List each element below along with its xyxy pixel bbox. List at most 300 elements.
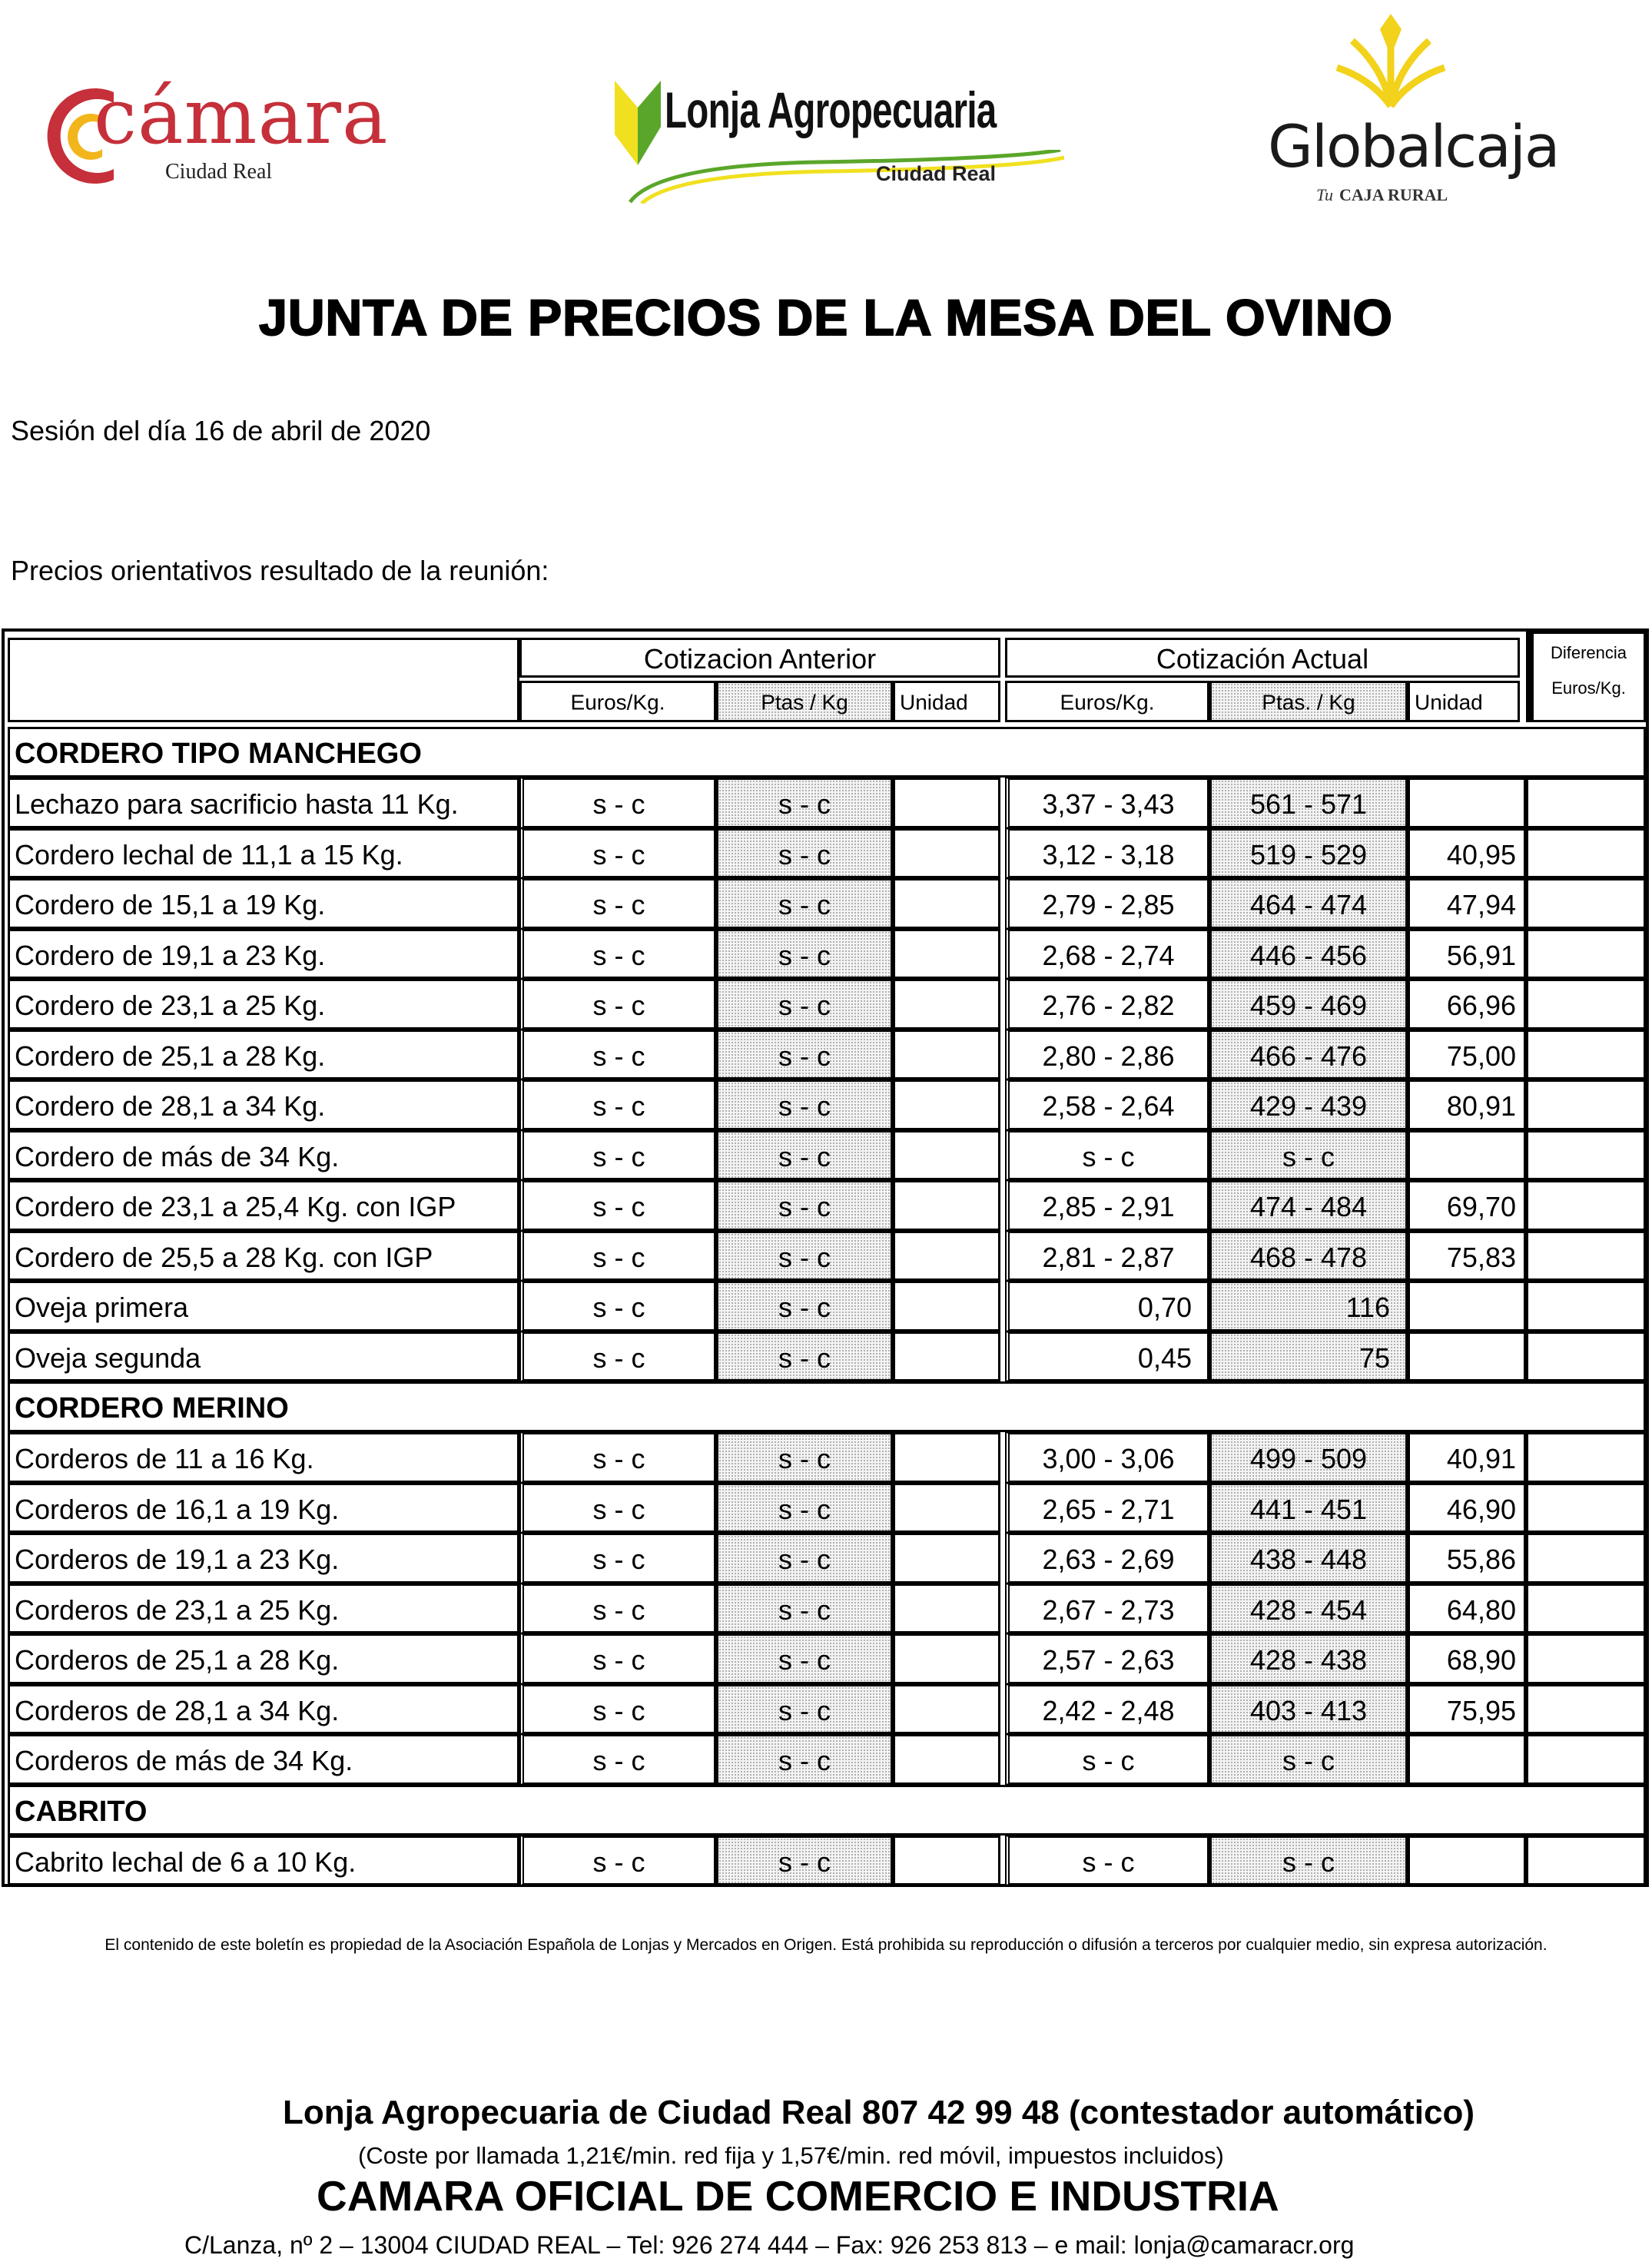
table-row-label-cell xyxy=(8,1079,519,1130)
cell-prev-unit xyxy=(893,1734,1000,1785)
value-prev-euros: s - c xyxy=(592,939,645,971)
cell-prev-unit xyxy=(893,1030,1000,1079)
cell-cur-euros xyxy=(1005,1483,1209,1533)
cell-prev-ptas xyxy=(716,1130,893,1180)
value-cur-euros: 2,81 - 2,87 xyxy=(1042,1241,1175,1273)
cell-prev-euros xyxy=(519,1231,716,1281)
header-blank-cell xyxy=(8,638,519,722)
value-cur-ptas: 438 - 448 xyxy=(1249,1543,1368,1575)
value-cur-unit: 40,95 xyxy=(1446,838,1516,871)
cell-cur-ptas xyxy=(1209,778,1408,828)
cell-prev-ptas xyxy=(716,1633,893,1684)
table-row-label-cell xyxy=(8,778,519,828)
cell-prev-ptas xyxy=(716,1180,893,1231)
value-cur-euros: 2,79 - 2,85 xyxy=(1042,888,1175,920)
value-prev-euros: s - c xyxy=(592,788,645,820)
cell-cur-euros xyxy=(1005,878,1209,929)
table-row-label-cell xyxy=(8,1281,519,1331)
call-cost-line: (Coste por llamada 1,21€/min. red fija y 1,57€/min. red móvil, impuestos incluidos) xyxy=(358,2142,1224,2169)
cell-prev-euros xyxy=(519,1483,716,1533)
table-row-label-cell xyxy=(8,1331,519,1381)
cell-prev-unit xyxy=(893,979,1000,1030)
value-prev-ptas: s - c xyxy=(778,838,831,871)
cell-cur-unit xyxy=(1408,1281,1526,1331)
value-prev-ptas: s - c xyxy=(778,989,831,1021)
table-row-label-cell xyxy=(8,828,519,878)
cell-prev-euros xyxy=(519,979,716,1030)
cell-prev-euros xyxy=(519,1281,716,1331)
cell-cur-euros xyxy=(1005,1533,1209,1584)
camara-logo-word: cámara xyxy=(94,71,389,161)
cell-prev-ptas xyxy=(716,878,893,929)
value-cur-ptas: 75 xyxy=(1358,1341,1390,1374)
camara-logo xyxy=(38,71,407,192)
cell-diff xyxy=(1526,878,1646,929)
cell-cur-euros xyxy=(1005,1030,1209,1079)
cell-cur-unit xyxy=(1408,878,1526,929)
cell-cur-unit xyxy=(1408,1130,1526,1180)
subheader-prev-euros-label: Euros/Kg. xyxy=(570,690,665,715)
value-cur-unit: 47,94 xyxy=(1446,888,1516,920)
cell-diff xyxy=(1526,778,1646,828)
table-row-label-cell xyxy=(8,1432,519,1483)
cell-cur-euros xyxy=(1005,1684,1209,1734)
table-row-label-cell xyxy=(8,1231,519,1281)
cell-prev-euros xyxy=(519,1331,716,1381)
value-cur-euros: 0,45 xyxy=(1137,1341,1192,1374)
table-row-label-cell xyxy=(8,979,519,1030)
cell-prev-euros xyxy=(519,1079,716,1130)
table-row-label-cell xyxy=(8,1483,519,1533)
subheader-cur-euros xyxy=(1005,681,1209,722)
cell-cur-ptas xyxy=(1209,1231,1408,1281)
value-prev-euros: s - c xyxy=(592,1593,645,1626)
value-cur-euros: s - c xyxy=(1082,1744,1135,1776)
value-cur-euros: 2,65 - 2,71 xyxy=(1042,1493,1175,1525)
cell-cur-euros xyxy=(1005,1130,1209,1180)
cell-cur-unit xyxy=(1408,1684,1526,1734)
value-cur-unit: 40,91 xyxy=(1446,1442,1516,1474)
cell-diff xyxy=(1526,1584,1646,1633)
value-cur-euros: 2,76 - 2,82 xyxy=(1042,989,1175,1021)
cell-cur-unit xyxy=(1408,1734,1526,1785)
table-row-label-cell xyxy=(8,878,519,929)
cell-prev-euros xyxy=(519,1684,716,1734)
subheader-cur-euros-label: Euros/Kg. xyxy=(1060,690,1155,715)
row-label: Corderos de 19,1 a 23 Kg. xyxy=(15,1543,340,1575)
cell-prev-ptas xyxy=(716,929,893,979)
row-label: Cabrito lechal de 6 a 10 Kg. xyxy=(15,1845,357,1878)
table-row-label-cell xyxy=(8,1030,519,1079)
value-cur-ptas: 464 - 474 xyxy=(1249,888,1368,920)
cell-diff xyxy=(1526,828,1646,878)
cell-prev-unit xyxy=(893,929,1000,979)
cell-prev-euros xyxy=(519,1633,716,1684)
section-header xyxy=(8,1785,1646,1836)
row-label: Lechazo para sacrificio hasta 11 Kg. xyxy=(15,788,459,820)
cell-prev-unit xyxy=(893,1633,1000,1684)
cell-prev-ptas xyxy=(716,1684,893,1734)
subheader-prev-ptas-label: Ptas / Kg xyxy=(761,690,848,715)
page-title: JUNTA DE PRECIOS DE LA MESA DEL OVINO xyxy=(259,289,1393,346)
header-diff-line2: Euros/Kg. xyxy=(1551,678,1626,698)
cell-diff xyxy=(1526,979,1646,1030)
cell-diff xyxy=(1526,1130,1646,1180)
cell-cur-unit xyxy=(1408,1533,1526,1584)
cell-cur-ptas xyxy=(1209,1180,1408,1231)
cell-diff xyxy=(1526,1331,1646,1381)
cell-prev-ptas xyxy=(716,1231,893,1281)
value-prev-ptas: s - c xyxy=(778,1694,831,1726)
value-cur-euros: 3,00 - 3,06 xyxy=(1042,1442,1175,1474)
value-cur-euros: 3,37 - 3,43 xyxy=(1042,788,1175,820)
cell-cur-unit xyxy=(1408,979,1526,1030)
cell-cur-unit xyxy=(1408,1483,1526,1533)
cell-prev-euros xyxy=(519,1533,716,1584)
value-prev-euros: s - c xyxy=(592,1140,645,1172)
value-cur-euros: 3,12 - 3,18 xyxy=(1042,838,1175,871)
value-prev-euros: s - c xyxy=(592,1341,645,1374)
value-cur-euros: 0,70 xyxy=(1137,1291,1192,1323)
cell-prev-euros xyxy=(519,1584,716,1633)
value-prev-euros: s - c xyxy=(592,838,645,871)
value-prev-ptas: s - c xyxy=(778,1241,831,1273)
value-cur-ptas: 429 - 439 xyxy=(1249,1089,1368,1122)
header-current-group xyxy=(1005,638,1520,678)
cell-prev-ptas xyxy=(716,778,893,828)
value-prev-euros: s - c xyxy=(592,1543,645,1575)
cell-prev-ptas xyxy=(716,828,893,878)
cell-diff xyxy=(1526,1533,1646,1584)
cell-prev-ptas xyxy=(716,1584,893,1633)
cell-cur-unit xyxy=(1408,1331,1526,1381)
value-prev-euros: s - c xyxy=(592,1442,645,1474)
value-cur-ptas: 474 - 484 xyxy=(1249,1190,1368,1222)
value-prev-ptas: s - c xyxy=(778,1190,831,1222)
cell-cur-euros xyxy=(1005,929,1209,979)
cell-cur-euros xyxy=(1005,1079,1209,1130)
cell-cur-unit xyxy=(1408,1836,1526,1885)
section-title: CORDERO MERINO xyxy=(15,1391,289,1424)
cell-cur-unit xyxy=(1408,1079,1526,1130)
subheader-prev-unit-label: Unidad xyxy=(900,690,968,715)
value-prev-ptas: s - c xyxy=(778,1140,831,1172)
value-cur-unit: 64,80 xyxy=(1446,1593,1516,1626)
cell-prev-unit xyxy=(893,1836,1000,1885)
cell-cur-euros xyxy=(1005,778,1209,828)
cell-diff xyxy=(1526,1079,1646,1130)
value-prev-ptas: s - c xyxy=(778,1291,831,1323)
value-cur-ptas: 561 - 571 xyxy=(1249,788,1368,820)
header-current: Cotización Actual xyxy=(1156,642,1369,675)
table-row-label-cell xyxy=(8,1130,519,1180)
cell-diff xyxy=(1526,1231,1646,1281)
header-previous: Cotizacion Anterior xyxy=(643,642,877,675)
cell-cur-unit xyxy=(1408,1432,1526,1483)
subheader-cur-unit xyxy=(1408,681,1520,722)
cell-cur-ptas xyxy=(1209,1483,1408,1533)
cell-prev-unit xyxy=(893,1079,1000,1130)
row-label: Cordero de 25,5 a 28 Kg. con IGP xyxy=(15,1241,433,1273)
row-label: Corderos de 25,1 a 28 Kg. xyxy=(15,1643,340,1676)
value-cur-unit: 75,95 xyxy=(1446,1694,1516,1726)
cell-cur-ptas xyxy=(1209,1684,1408,1734)
section-title: CORDERO TIPO MANCHEGO xyxy=(15,737,422,770)
cell-prev-euros xyxy=(519,1180,716,1231)
cell-diff xyxy=(1526,1030,1646,1079)
value-prev-ptas: s - c xyxy=(778,1442,831,1474)
value-cur-unit: 75,83 xyxy=(1446,1241,1516,1273)
cell-prev-euros xyxy=(519,1836,716,1885)
subheader-prev-unit xyxy=(893,681,1000,722)
subheader-prev-euros xyxy=(519,681,716,722)
value-prev-euros: s - c xyxy=(592,1845,645,1878)
value-cur-ptas: s - c xyxy=(1282,1744,1335,1776)
value-prev-ptas: s - c xyxy=(778,1593,831,1626)
value-prev-euros: s - c xyxy=(592,1744,645,1776)
value-prev-ptas: s - c xyxy=(778,1643,831,1676)
cell-diff xyxy=(1526,1734,1646,1785)
value-prev-ptas: s - c xyxy=(778,888,831,920)
session-date: Sesión del día 16 de abril de 2020 xyxy=(11,415,431,446)
cell-prev-euros xyxy=(519,828,716,878)
cell-diff xyxy=(1526,1684,1646,1734)
cell-prev-ptas xyxy=(716,1483,893,1533)
cell-prev-ptas xyxy=(716,1836,893,1885)
value-cur-ptas: s - c xyxy=(1282,1845,1335,1878)
cell-cur-euros xyxy=(1005,1633,1209,1684)
value-cur-unit: 69,70 xyxy=(1446,1190,1516,1222)
cell-cur-ptas xyxy=(1209,1836,1408,1885)
row-label: Oveja segunda xyxy=(15,1341,201,1374)
globalcaja-tagline-script: Tu xyxy=(1316,185,1334,204)
lonja-logo xyxy=(611,73,1064,204)
cell-prev-unit xyxy=(893,1281,1000,1331)
value-cur-euros: 2,58 - 2,64 xyxy=(1042,1089,1175,1122)
row-label: Cordero lechal de 11,1 a 15 Kg. xyxy=(15,838,403,871)
cell-prev-ptas xyxy=(716,1079,893,1130)
lonja-swoosh-icon xyxy=(626,150,1064,204)
disclaimer: El contenido de este boletín es propiedad de la Asociación Española de Lonjas y Mercados en Origen. Está prohibida su reproducción o difusión a terceros por cualquier medio, sin expresa autorización. xyxy=(104,1936,1548,1954)
cell-cur-euros xyxy=(1005,979,1209,1030)
table-row-label-cell xyxy=(8,1633,519,1684)
value-cur-euros: s - c xyxy=(1082,1140,1135,1172)
cell-cur-euros xyxy=(1005,1432,1209,1483)
subheader-cur-ptas xyxy=(1209,681,1408,722)
cell-prev-ptas xyxy=(716,1281,893,1331)
cell-prev-ptas xyxy=(716,1533,893,1584)
value-cur-ptas: 468 - 478 xyxy=(1249,1241,1368,1273)
cell-cur-unit xyxy=(1408,1030,1526,1079)
cell-cur-euros xyxy=(1005,1180,1209,1231)
value-cur-ptas: 428 - 454 xyxy=(1249,1593,1368,1626)
cell-cur-unit xyxy=(1408,778,1526,828)
table-row-label-cell xyxy=(8,1684,519,1734)
value-prev-euros: s - c xyxy=(592,888,645,920)
cell-prev-unit xyxy=(893,1684,1000,1734)
cell-cur-euros xyxy=(1005,1836,1209,1885)
cell-cur-ptas xyxy=(1209,878,1408,929)
cell-prev-euros xyxy=(519,878,716,929)
cell-cur-ptas xyxy=(1209,929,1408,979)
value-cur-ptas: 459 - 469 xyxy=(1249,989,1368,1021)
cell-diff xyxy=(1526,1483,1646,1533)
cell-cur-ptas xyxy=(1209,1331,1408,1381)
cell-prev-unit xyxy=(893,1584,1000,1633)
cell-diff xyxy=(1526,1180,1646,1231)
header-previous-group xyxy=(519,638,1000,678)
value-prev-euros: s - c xyxy=(592,1493,645,1525)
cell-diff xyxy=(1526,1633,1646,1684)
cell-prev-unit xyxy=(893,1533,1000,1584)
phone-line: Lonja Agropecuaria de Ciudad Real 807 42 99 48 (contestador automático) xyxy=(283,2094,1475,2131)
globalcaja-logo-word: Globalcaja xyxy=(1268,112,1559,181)
value-prev-euros: s - c xyxy=(592,989,645,1021)
section-header xyxy=(8,1381,1646,1432)
value-prev-euros: s - c xyxy=(592,1694,645,1726)
value-prev-ptas: s - c xyxy=(778,1744,831,1776)
value-cur-euros: 2,42 - 2,48 xyxy=(1042,1694,1175,1726)
section-title: CABRITO xyxy=(15,1795,148,1828)
row-label: Oveja primera xyxy=(15,1291,189,1323)
contact-address: C/Lanza, nº 2 – 13004 CIUDAD REAL – Tel: 926 274 444 – Fax: 926 253 813 – e mail: lonja@camaracr.org xyxy=(184,2231,1355,2259)
table-row-label-cell xyxy=(8,1836,519,1885)
cell-cur-euros xyxy=(1005,1734,1209,1785)
table-row-label-cell xyxy=(8,1180,519,1231)
section-header xyxy=(8,727,1646,778)
row-label: Cordero de 15,1 a 19 Kg. xyxy=(15,888,326,920)
cell-cur-unit xyxy=(1408,828,1526,878)
cell-cur-ptas xyxy=(1209,1734,1408,1785)
row-label: Cordero de 28,1 a 34 Kg. xyxy=(15,1089,326,1122)
value-cur-euros: 2,63 - 2,69 xyxy=(1042,1543,1175,1575)
table-row-label-cell xyxy=(8,929,519,979)
cell-diff xyxy=(1526,1432,1646,1483)
value-prev-euros: s - c xyxy=(592,1089,645,1122)
cell-cur-ptas xyxy=(1209,1079,1408,1130)
value-cur-ptas: 519 - 529 xyxy=(1249,838,1368,871)
cell-cur-ptas xyxy=(1209,979,1408,1030)
cell-prev-unit xyxy=(893,878,1000,929)
value-cur-unit: 55,86 xyxy=(1446,1543,1516,1575)
header-diff-line1: Diferencia xyxy=(1550,643,1627,663)
subheader-cur-unit-label: Unidad xyxy=(1415,690,1483,715)
cell-prev-unit xyxy=(893,828,1000,878)
value-prev-ptas: s - c xyxy=(778,1493,831,1525)
cell-prev-euros xyxy=(519,778,716,828)
value-prev-euros: s - c xyxy=(592,1040,645,1072)
cell-cur-unit xyxy=(1408,929,1526,979)
row-label: Cordero de más de 34 Kg. xyxy=(15,1140,340,1172)
cell-prev-euros xyxy=(519,1030,716,1079)
price-table xyxy=(2,628,1649,1887)
cell-prev-unit xyxy=(893,778,1000,828)
camara-logo-subtitle: Ciudad Real xyxy=(165,160,273,184)
cell-cur-ptas xyxy=(1209,1130,1408,1180)
globalcaja-logo xyxy=(1260,14,1559,214)
value-cur-euros: 2,67 - 2,73 xyxy=(1042,1593,1175,1626)
row-label: Corderos de 28,1 a 34 Kg. xyxy=(15,1694,340,1726)
value-cur-ptas: 403 - 413 xyxy=(1249,1694,1368,1726)
cell-cur-unit xyxy=(1408,1231,1526,1281)
value-cur-unit: 66,96 xyxy=(1446,989,1516,1021)
header-difference xyxy=(1526,632,1646,722)
lonja-logo-subtitle: Ciudad Real xyxy=(876,162,997,185)
value-prev-ptas: s - c xyxy=(778,788,831,820)
value-prev-ptas: s - c xyxy=(778,939,831,971)
value-cur-unit: 75,00 xyxy=(1446,1040,1516,1072)
value-cur-unit: 80,91 xyxy=(1446,1089,1516,1122)
value-prev-ptas: s - c xyxy=(778,1543,831,1575)
row-label: Corderos de más de 34 Kg. xyxy=(15,1744,353,1776)
cell-prev-ptas xyxy=(716,979,893,1030)
cell-cur-ptas xyxy=(1209,1533,1408,1584)
table-row-label-cell xyxy=(8,1584,519,1633)
value-cur-euros: 2,57 - 2,63 xyxy=(1042,1643,1175,1676)
intro-text: Precios orientativos resultado de la reunión: xyxy=(11,555,549,586)
value-prev-ptas: s - c xyxy=(778,1040,831,1072)
cell-cur-euros xyxy=(1005,1281,1209,1331)
cell-prev-euros xyxy=(519,1130,716,1180)
cell-cur-unit xyxy=(1408,1180,1526,1231)
value-cur-ptas: 466 - 476 xyxy=(1249,1040,1368,1072)
cell-cur-euros xyxy=(1005,1331,1209,1381)
value-cur-unit: 68,90 xyxy=(1446,1643,1516,1676)
value-prev-ptas: s - c xyxy=(778,1845,831,1878)
globalcaja-tagline xyxy=(1316,185,1448,205)
cell-prev-unit xyxy=(893,1231,1000,1281)
cell-prev-unit xyxy=(893,1130,1000,1180)
value-cur-unit: 56,91 xyxy=(1446,939,1516,971)
row-label: Corderos de 11 a 16 Kg. xyxy=(15,1442,314,1474)
cell-prev-euros xyxy=(519,1432,716,1483)
cell-diff xyxy=(1526,1281,1646,1331)
chamber-name: CAMARA OFICIAL DE COMERCIO E INDUSTRIA xyxy=(317,2172,1279,2220)
row-label: Cordero de 23,1 a 25,4 Kg. con IGP xyxy=(15,1190,456,1222)
cell-prev-ptas xyxy=(716,1331,893,1381)
value-cur-ptas: 499 - 509 xyxy=(1249,1442,1368,1474)
value-cur-ptas: 441 - 451 xyxy=(1249,1493,1368,1525)
cell-prev-euros xyxy=(519,1734,716,1785)
row-label: Cordero de 19,1 a 23 Kg. xyxy=(15,939,326,971)
value-cur-unit: 46,90 xyxy=(1446,1493,1516,1525)
cell-diff xyxy=(1526,1836,1646,1885)
cell-cur-euros xyxy=(1005,1231,1209,1281)
value-cur-euros: s - c xyxy=(1082,1845,1135,1878)
value-cur-ptas: 428 - 438 xyxy=(1249,1643,1368,1676)
row-label: Corderos de 23,1 a 25 Kg. xyxy=(15,1593,340,1626)
table-row-label-cell xyxy=(8,1533,519,1584)
row-label: Cordero de 23,1 a 25 Kg. xyxy=(15,989,326,1021)
cell-cur-euros xyxy=(1005,828,1209,878)
value-prev-euros: s - c xyxy=(592,1291,645,1323)
value-cur-ptas: 116 xyxy=(1345,1291,1390,1323)
table-row-label-cell xyxy=(8,1734,519,1785)
cell-prev-euros xyxy=(519,929,716,979)
value-prev-euros: s - c xyxy=(592,1190,645,1222)
cell-prev-ptas xyxy=(716,1030,893,1079)
cell-cur-ptas xyxy=(1209,1432,1408,1483)
subheader-prev-ptas xyxy=(716,681,893,722)
cell-cur-euros xyxy=(1005,1584,1209,1633)
value-cur-euros: 2,80 - 2,86 xyxy=(1042,1040,1175,1072)
value-cur-ptas: s - c xyxy=(1282,1140,1335,1172)
cell-cur-ptas xyxy=(1209,1281,1408,1331)
cell-prev-unit xyxy=(893,1432,1000,1483)
value-cur-ptas: 446 - 456 xyxy=(1249,939,1368,971)
cell-cur-unit xyxy=(1408,1633,1526,1684)
value-prev-euros: s - c xyxy=(592,1643,645,1676)
